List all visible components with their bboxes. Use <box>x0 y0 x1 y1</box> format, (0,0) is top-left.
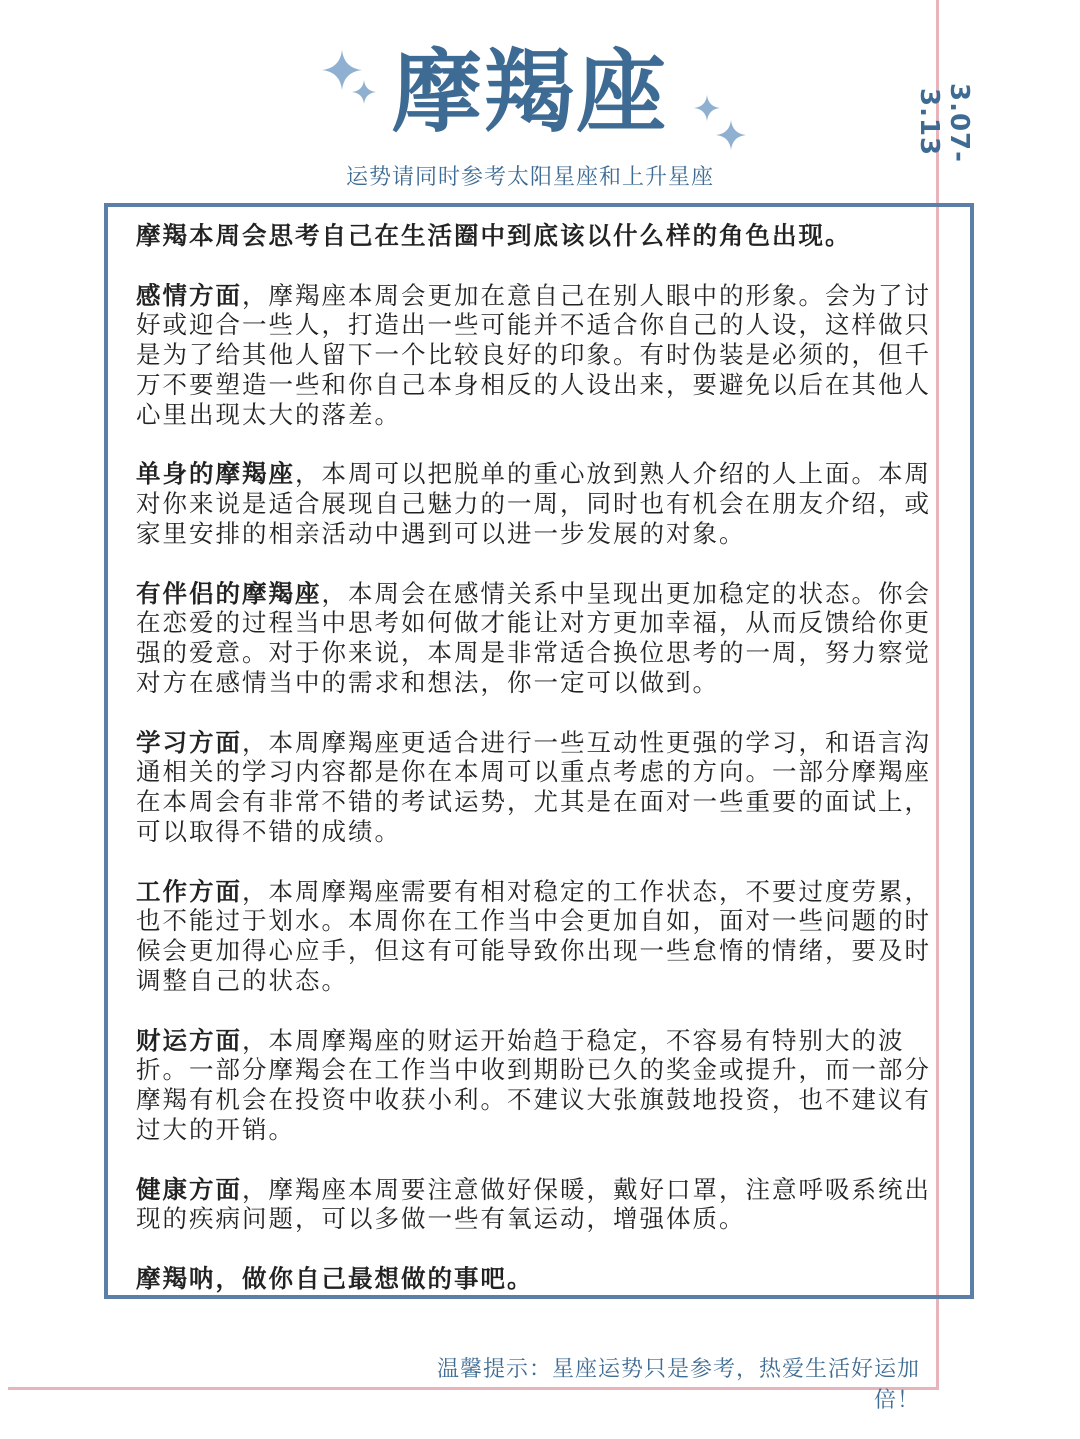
section-heading: 财运方面 <box>136 1025 242 1055</box>
section-heading: 工作方面 <box>136 876 242 906</box>
content-box <box>104 203 974 1299</box>
section-love <box>136 281 944 430</box>
section-heading: 有伴侣的摩羯座 <box>136 578 322 608</box>
section-text: ，摩羯座本周要注意做好保暖，戴好口罩，注意呼吸系统出现的疾病问题，可以多做一些有氧运动，增强体质。 <box>136 1174 931 1234</box>
subtitle: 运势请同时参考太阳星座和上升星座 <box>345 165 714 190</box>
page-title: 摩羯座 <box>392 40 668 145</box>
section-text: ，本周摩羯座更适合进行一些互动性更强的学习，和语言沟通相关的学习内容都是你在本周可以重点考虑的方向。一部分摩羯座在本周会有非常不错的考试运势，尤其是在面对一些重要的面试上，可以取得不错的成绩。 <box>136 727 931 846</box>
sparkle-icon <box>694 95 720 121</box>
section-study <box>136 728 944 847</box>
section-heading: 单身的摩羯座 <box>136 459 295 489</box>
footer-tip: 温馨提示：星座运势只是参考，热爱生活好运加倍！ <box>436 1357 920 1413</box>
sparkle-icon <box>716 120 746 150</box>
section-text: ，本周摩羯座的财运开始趋于稳定，不容易有特别大的波折。一部分摩羯会在工作当中收到期盼已久的奖金或提升，而一部分摩羯有机会在投资中收获小利。不建议大张旗鼓地投资，也不建议有过大的开销。 <box>136 1025 931 1144</box>
section-work <box>136 877 944 996</box>
closing-paragraph: 摩羯呐，做你自己最想做的事吧。 <box>136 1263 534 1293</box>
section-partnered <box>136 579 944 698</box>
intro-paragraph: 摩羯本周会思考自己在生活圈中到底该以什么样的角色出现。 <box>136 221 852 250</box>
pink-horizontal-line <box>8 1387 939 1390</box>
section-text: ，摩羯座本周会更加在意自己在别人眼中的形象。会为了讨好或迎合一些人，打造出一些可能并不适合你自己的人设，这样做只是为了给其他人留下一个比较良好的印象。有时伪装是必须的，但千万不要塑造一些和你自己本身相反的人设出来，要避免以后在其他人心里出现太大的落差。 <box>136 280 931 429</box>
section-single <box>136 459 944 548</box>
section-health <box>136 1175 944 1235</box>
section-heading: 感情方面 <box>136 280 242 310</box>
section-heading: 学习方面 <box>136 727 242 757</box>
section-text: ，本周可以把脱单的重心放到熟人介绍的人上面。本周对你来说是适合展现自己魅力的一周，同时也有机会在朋友介绍，或家里安排的相亲活动中遇到可以进一步发展的对象。 <box>136 459 931 548</box>
date-range: 3.07-3.13 <box>914 82 974 163</box>
section-text: ，本周摩羯座需要有相对稳定的工作状态，不要过度劳累，也不能过于划水。本周你在工作当中会更加自如，面对一些问题的时候会更加得心应手，但这有可能导致你出现一些怠惰的情绪，要及时调整自己的状态。 <box>136 876 931 995</box>
section-heading: 健康方面 <box>136 1174 242 1204</box>
section-text: ，本周会在感情关系中呈现出更加稳定的状态。你会在恋爱的过程当中思考如何做才能让对方更加幸福，从而反馈给你更强的爱意。对于你来说，本周是非常适合换位思考的一周，努力察觉对方在感情当中的需求和想法，你一定可以做到。 <box>136 578 931 697</box>
section-wealth <box>136 1026 944 1145</box>
sparkle-icon <box>352 80 376 104</box>
